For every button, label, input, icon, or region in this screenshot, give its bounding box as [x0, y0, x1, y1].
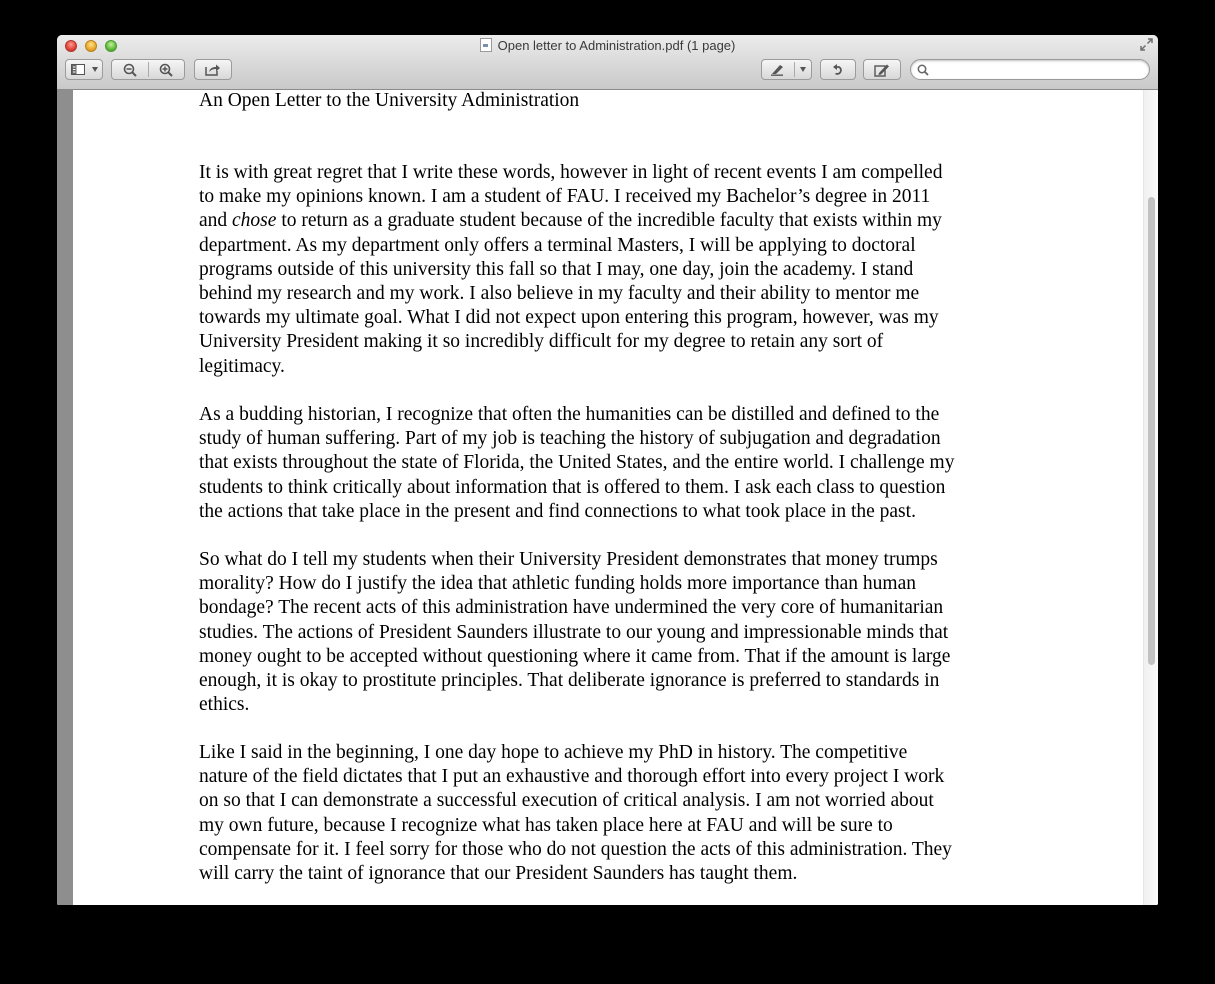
text-line: So what do I tell my students when their University President demonstrates that money trumps: [199, 549, 938, 570]
search-input[interactable]: [933, 62, 1138, 77]
text-line: behind my research and my work. I also believe in my faculty and their ability to mentor me: [199, 283, 920, 305]
highlighter-icon: [770, 63, 786, 76]
text-line: to make my opinions known. I am a student of FAU. I received my Bachelor’s degree in 2011: [199, 186, 931, 208]
text-line: towards my ultimate goal. What I did not expect upon entering this program, however, was my: [199, 307, 939, 329]
share-button[interactable]: [194, 59, 232, 80]
vertical-scrollbar[interactable]: [1143, 90, 1158, 905]
text-line: As a budding historian, I recognize that often the humanities can be distilled and defined to the: [199, 404, 940, 425]
paragraph-2: [199, 403, 1059, 524]
pdf-page: [73, 90, 1143, 905]
left-gutter: [57, 90, 73, 905]
search-field[interactable]: [910, 59, 1150, 80]
paragraph-4: [199, 741, 1059, 886]
zoom-button-group: [111, 59, 185, 80]
sidebar-icon: [71, 64, 85, 75]
zoom-in-button[interactable]: [149, 60, 185, 79]
text-line: money ought to be accepted without questioning where it came from. That if the amount is large: [199, 645, 951, 667]
rotate-icon: [832, 63, 844, 77]
edit-pencil-icon: [874, 63, 890, 77]
text-line: bondage? The recent acts of this administration have undermined the very core of humanitarian: [199, 597, 944, 619]
text-line: compensate for it. I feel sorry for those who do not question the acts of this administration. They: [199, 838, 952, 860]
annotate-button[interactable]: [761, 59, 812, 80]
zoom-in-icon: [159, 63, 173, 77]
text-line: enough, it is okay to prostitute principles. That deliberate ignorance is preferred to standards in: [199, 670, 940, 692]
chevron-down-icon: [800, 67, 806, 72]
paragraph-1: [199, 161, 1059, 379]
edit-button[interactable]: [863, 59, 901, 80]
text-line: studies. The actions of President Saunders illustrate to our young and impressionable minds that: [199, 621, 949, 643]
fullscreen-button[interactable]: [1139, 38, 1153, 52]
text-line: and chose to return as a graduate student because of the incredible faculty that exists within my: [199, 210, 942, 232]
text-line: study of human suffering. Part of my job is teaching the history of subjugation and degradation: [199, 428, 941, 450]
text-line: It is with great regret that I write these words, however in light of recent events I am compelled: [199, 162, 943, 183]
window-title: [57, 38, 1158, 54]
text-line: Like I said in the beginning, I one day hope to achieve my PhD in history. The competitive: [199, 742, 908, 763]
emphasis-text: chose: [232, 210, 277, 232]
text-line: my own future, because I recognize what has taken place here at FAU and will be sure to: [199, 814, 893, 836]
window-title-text: Open letter to Administration.pdf (1 page): [497, 38, 736, 53]
share-icon: [205, 63, 221, 76]
text-line: will carry the taint of ignorance that our President Saunders has taught them.: [199, 863, 798, 885]
rotate-button[interactable]: [820, 59, 856, 80]
text-line: students to think critically about information that is offered to them. I ask each class to question: [199, 476, 946, 498]
zoom-out-icon: [123, 63, 137, 77]
text-line: nature of the field dictates that I put an exhaustive and thorough effort into every project I work: [199, 766, 945, 788]
text-line: that exists throughout the state of Florida, the United States, and the entire world. I challenge my: [199, 452, 955, 474]
fullscreen-icon: [1140, 38, 1153, 51]
chevron-down-icon: [92, 67, 98, 72]
text-line: department. As my department only offers a terminal Masters, I will be applying to doctoral: [199, 234, 916, 256]
text-line: morality? How do I justify the idea that athletic funding holds more importance than human: [199, 573, 916, 595]
text-line: programs outside of this university this fall so that I may, one day, join the academy. I stand: [199, 258, 914, 280]
letter-heading: An Open Letter to the University Administration: [199, 90, 580, 111]
text-line: the actions that take place in the present and find connections to what took place in the past.: [199, 500, 916, 522]
pdf-document-icon[interactable]: [480, 38, 492, 52]
zoom-out-button[interactable]: [112, 60, 148, 79]
preview-window: [57, 35, 1158, 905]
text-line: legitimacy.: [199, 355, 285, 377]
text-line: on so that I can demonstrate a successful execution of critical analysis. I am not worried about: [199, 790, 934, 812]
sidebar-view-button[interactable]: [65, 59, 103, 80]
document-view[interactable]: [57, 90, 1158, 905]
text-line: University President making it so incredibly difficult for my degree to retain any sort of: [199, 331, 884, 353]
text-line: ethics.: [199, 694, 250, 716]
paragraph-3: [199, 548, 1059, 717]
titlebar: [57, 35, 1158, 90]
search-icon: [917, 64, 929, 76]
scrollbar-thumb[interactable]: [1148, 197, 1155, 665]
